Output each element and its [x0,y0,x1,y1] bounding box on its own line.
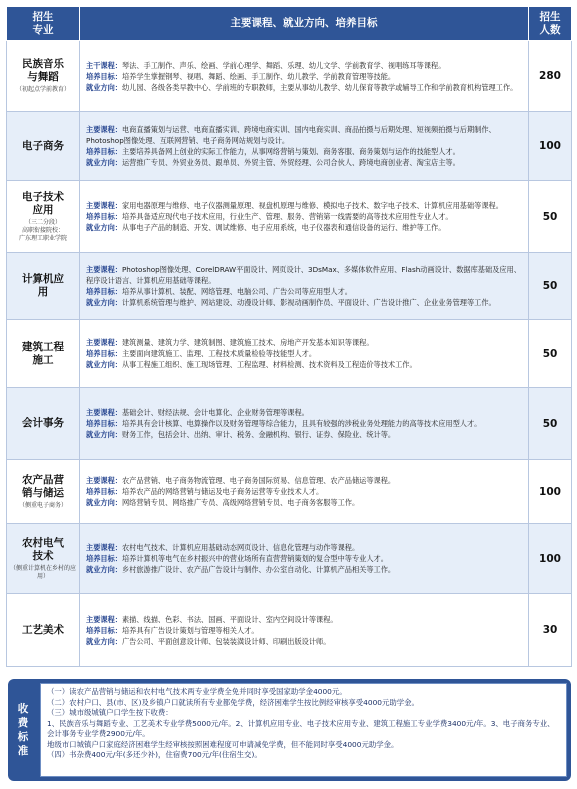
job-line-text: 从事电子产品的制造、开发、调试维修、电子应用系统，电子仪器表和通信设备的运行、维护等工作。 [121,223,446,232]
job-line-label: 就业方向： [86,360,122,369]
goal-line-label: 培养目标： [86,625,122,635]
courses-line-label: 主要课程： [86,614,122,624]
courses-line-label: 主干课程： [86,60,122,70]
major-name: 计算机应用 [22,273,64,298]
goal-line-text: 主要面向建筑施工、监理、工程技术质量检验等技能型人才。 [121,349,317,358]
goal-line-label: 培养目标： [86,419,122,428]
courses-line-text: 建筑测量、建筑力学、建筑制图、建筑施工技术、房地产开发基本知识等课程。 [121,338,374,347]
goal-line [86,211,524,222]
quota-cell: 100 [529,460,572,524]
job-line-label: 就业方向： [86,223,122,232]
table-body [7,41,572,667]
goal-line-label: 培养目标： [86,287,122,296]
major-description [80,594,529,667]
major-name: 工艺美术 [22,623,64,636]
job-line-text: 运营推广专员、外贸业务员、跟单员、外贸主管、外贸经理、公司合伙人、跨境电商创业者、淘宝店主等。 [121,158,460,167]
goal-line [86,348,524,359]
goal-line-label: 培养目标： [86,212,122,221]
courses-line [86,264,524,286]
job-line-label: 就业方向： [86,158,122,167]
fee-line: （三）城市级城镇户口学生按下收费： [47,708,173,717]
major-cell [7,181,80,253]
courses-line [86,60,524,71]
courses-line-text: Photoshop图像处理、CorelDRAW平面设计、网页设计、3DsMax、多媒体软件应用、Flash动画设计、数据库基础及应用、程序设计语言、计算机应用基础等课程。 [86,265,521,285]
job-line-text: 幼儿园、各级各类早教中心、学前班的专职教师，主要从事幼儿教学、幼儿保育等教学或辅导工作和学前教育机构管理工作。 [121,82,518,92]
major-name: 农村电气技术 [22,536,64,562]
quota-cell: 100 [529,112,572,181]
job-line-text: 财务工作，包括会计、出纳、审计、税务、金融机构、银行、证券、保险业、统计等。 [121,430,396,439]
goal-line [86,286,524,297]
major-description [80,253,529,320]
goal-line [86,418,524,429]
major-description [80,524,529,594]
courses-line-label: 主要课程： [86,125,122,134]
major-cell [7,594,80,667]
header-quota [529,7,572,41]
table-row [7,181,572,253]
table-row [7,112,572,181]
courses-line-label: 主要课程： [86,476,122,485]
header-major-text: 招生专业 [32,10,54,36]
courses-line-text: 基础会计、财经法规、会计电算化、企业财务管理等课程。 [121,408,309,417]
major-note: （侧重电子商务） [18,501,67,509]
goal-line [86,486,524,497]
goal-line-text: 培养从事计算机、装配、网络管理、电脑公司、广告公司等应用型人才。 [121,287,352,296]
courses-line-label: 主要课程： [86,338,122,347]
goal-line [86,146,524,157]
major-name: 电子技术应用 [22,190,64,216]
goal-line-label: 培养目标： [86,71,122,81]
major-description [80,388,529,460]
major-name: 会计事务 [22,417,64,429]
goal-line-text: 主要培养具备网上创业的实际工作能力，从事网络营销与策划、商务客服、商务策划与运作的技能型人才。 [121,147,460,156]
major-description [80,320,529,388]
major-cell [7,524,80,594]
goal-line [86,71,524,82]
fee-standard-box [40,683,567,777]
quota-cell: 280 [529,41,572,112]
major-name: 电子商务 [22,139,64,152]
job-line [86,359,524,370]
job-line [86,157,524,168]
major-description [80,181,529,253]
courses-line-label: 主要课程： [86,265,122,274]
header-courses: 主要课程、就业方向、培养目标 [80,7,529,41]
job-line-label: 就业方向： [86,565,122,574]
courses-line-text: 电商直播策划与运营、电商直播实训、跨境电商实训、国内电商实训、商品拍摄与后期处理、短视频拍摄与后期制作、Photoshop图像处理、互联网营销、电子商务网站规划与设计。 [86,125,496,145]
job-line-text: 计算机系统管理与维护、网站建设、动漫设计师、影视动画制作员、平面设计、广告设计推广、企业业务管理等工作。 [121,298,496,307]
job-line [86,636,524,647]
courses-line [86,337,524,348]
major-name: 农产品营销与储运 [22,473,64,499]
goal-line [86,625,524,636]
job-line [86,564,524,575]
job-line-label: 就业方向： [86,298,122,307]
courses-line-text: 素描、线描、色彩、书法、国画、平面设计、室内空间设计等课程。 [121,614,338,624]
quota-cell: 50 [529,253,572,320]
job-line-label: 就业方向： [86,82,122,92]
major-cell [7,388,80,460]
job-line [86,297,524,308]
courses-line-label: 主要课程： [86,543,122,552]
major-cell [7,320,80,388]
table-row [7,253,572,320]
major-cell [7,253,80,320]
job-line-label: 就业方向： [86,498,122,507]
fee-line: 地级市口城镇户口家庭经济困难学生经审核按照困难程度可申请减免学费，但不能同时享受4000元助学金。 [47,739,399,749]
header-major [7,7,80,41]
fee-standard-title [8,679,38,781]
major-cell [7,112,80,181]
goal-line-text: 培养具备适应现代电子技术应用，行业生产、管理、服务、营销第一线需要的高等技术应用性专业人才。 [121,212,453,221]
courses-line-text: 家用电器原理与维修、电子仪器测量原理、视盘机原理与维修、模拟电子技术、数字电子技术、计算机应用基础等课程。 [121,201,503,210]
courses-line [86,200,524,211]
table-row [7,41,572,112]
admissions-table [6,6,572,667]
job-line [86,429,524,440]
goal-line-label: 培养目标： [86,147,122,156]
major-note: （三二分段） 高职衔接院校： 广东理工职业学院 [18,218,67,242]
courses-line-text: 农产品营销、电子商务物流管理、电子商务国际贸易、信息管理、农产品储运等课程。 [121,476,396,485]
goal-line-text: 培养计算机等电气在乡村振兴中的营业场所有直营营销策划的复合型中等专业人才。 [121,554,388,563]
courses-line [86,542,524,553]
courses-line [86,475,524,486]
job-line-text: 从事工程施工组织、施工现场管理、工程监理、材料检测、技术资料及工程造价等技术工作。 [121,360,417,369]
job-line [86,497,524,508]
table-row [7,460,572,524]
courses-line-text: 农村电气技术、计算机应用基础动态网页设计、信息化管理与动作等课程。 [121,543,360,552]
fee-line: 1、民族音乐与舞蹈专业、工艺美术专业学费5000元/年。2、计算机应用专业、电子技术应用专业、建筑工程施工专业学费3400元/年。3、电子商务专业、会计事务专业学费2900元/年。 [47,718,555,738]
major-cell [7,460,80,524]
job-line [86,82,524,93]
courses-line [86,124,524,146]
table-row [7,524,572,594]
courses-line-label: 主要课程： [86,201,122,210]
fee-standard-title-text: 收费标准 [17,703,29,757]
job-line-text: 广告公司、平面创意设计师、包装装潢设计师、印刷出版设计师。 [121,636,331,646]
quota-cell: 50 [529,388,572,460]
quota-cell: 50 [529,181,572,253]
table-row [7,388,572,460]
goal-line-text: 培养具有会计核算、电算操作以及财务管理等综合能力，且具有较强的涉税业务处理能力的高等技术应用型人才。 [121,419,482,428]
courses-line-text: 琴法、手工制作、声乐、绘画、学前心理学、舞蹈、乐理、幼儿文学、学前教育学、视唱练耳等课程。 [121,60,446,70]
major-description [80,41,529,112]
major-note: （侧重计算机在乡村的应用） [9,564,76,580]
fee-line: （二）农村户口、县(市、区)及乡镇户口就读所有专业都免学费，经济困难学生按比例经审核享受4000元助学金。 [47,697,419,707]
header-quota-text: 招生人数 [539,10,561,36]
fee-line: （一）读农产品营销与储运和农村电气技术两专业学费全免并同时享受国家助学金4000元。 [47,687,347,696]
major-description [80,460,529,524]
courses-line-label: 主要课程： [86,408,122,417]
goal-line-label: 培养目标： [86,349,122,358]
job-line-text: 乡村旅游推广设计、农产品广告设计与制作、办公室自动化、计算机产品相关等工作。 [121,565,396,574]
courses-line [86,614,524,625]
courses-line [86,407,524,418]
goal-line-label: 培养目标： [86,487,122,496]
major-name: 民族音乐与舞蹈 [22,58,64,83]
major-name: 建筑工程施工 [22,340,64,366]
quota-cell: 30 [529,594,572,667]
table-row [7,594,572,667]
goal-line-text: 培养具有广告设计策划与管理等相关人才。 [121,625,259,635]
goal-line-text: 培养农产品的网络营销与储运及电子商务运营等专业技术人才。 [121,487,324,496]
job-line-label: 就业方向： [86,636,122,646]
major-description [80,112,529,181]
quota-cell: 50 [529,320,572,388]
table-row [7,320,572,388]
job-line [86,222,524,233]
quota-cell: 100 [529,524,572,594]
major-cell [7,41,80,112]
goal-line [86,553,524,564]
fee-standard-panel [8,679,571,781]
job-line-label: 就业方向： [86,430,122,439]
major-note: （初起点学前教育） [15,86,70,93]
job-line-text: 网络营销专员、网络推广专员、高级网络营销专员、电子商务客服等工作。 [121,498,360,507]
table-header-row [7,7,572,41]
goal-line-text: 培养学生掌握钢琴、视唱、舞蹈、绘画、手工制作、幼儿教学、学前教育管理等技能。 [121,71,396,81]
fee-line: （四）书杂费400元/年(多还少补)，住宿费700元/年(住宿生交)。 [47,750,262,759]
goal-line-label: 培养目标： [86,554,122,563]
